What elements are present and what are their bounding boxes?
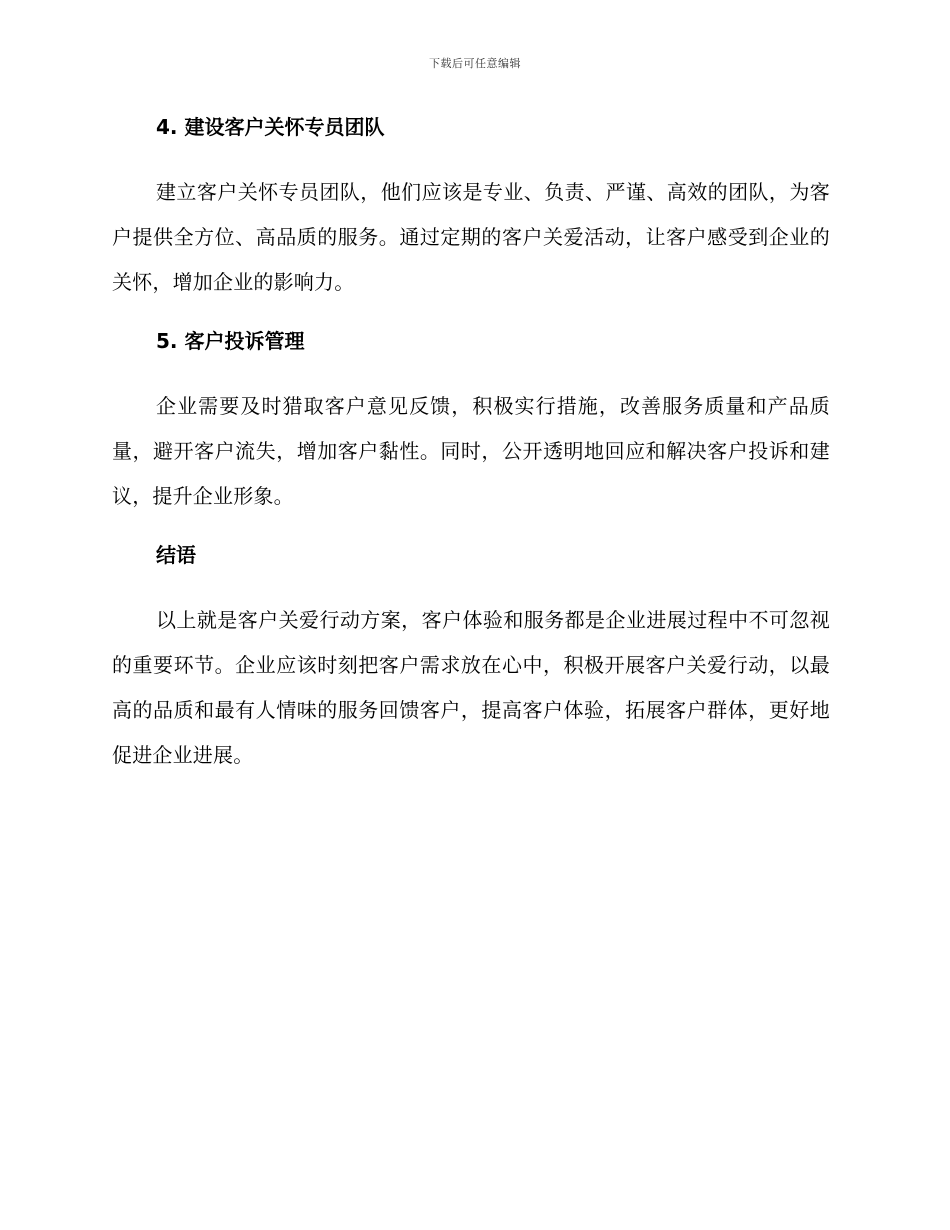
- conclusion-heading: 结语: [156, 543, 196, 567]
- section-paragraph-4: 建立客户关怀专员团队，他们应该是专业、负责、严谨、高效的团队，为客户提供全方位、高品质的服务。通过定期的客户关爱活动，让客户感受到企业的关怀，增加企业的影响力。: [112, 180, 830, 294]
- section-paragraph-5: 企业需要及时猎取客户意见反馈，积极实行措施，改善服务质量和产品质量，避开客户流失，增加客户黏性。同时，公开透明地回应和解决客户投诉和建议，提升企业形象。: [112, 394, 830, 508]
- document-body: [112, 112, 830, 778]
- section-heading-5: 5. 客户投诉管理: [156, 329, 305, 353]
- conclusion-paragraph: 以上就是客户关爱行动方案，客户体验和服务都是企业进展过程中不可忽视的重要环节。企业应该时刻把客户需求放在心中，积极开展客户关爱行动，以最高的品质和最有人情味的服务回馈客户，提高客户体验，拓展客户群体，更好地促进企业进展。: [112, 608, 830, 767]
- page-header-note: 下载后可任意编辑: [429, 57, 521, 70]
- section-heading-4: 4. 建设客户关怀专员团队: [156, 115, 385, 139]
